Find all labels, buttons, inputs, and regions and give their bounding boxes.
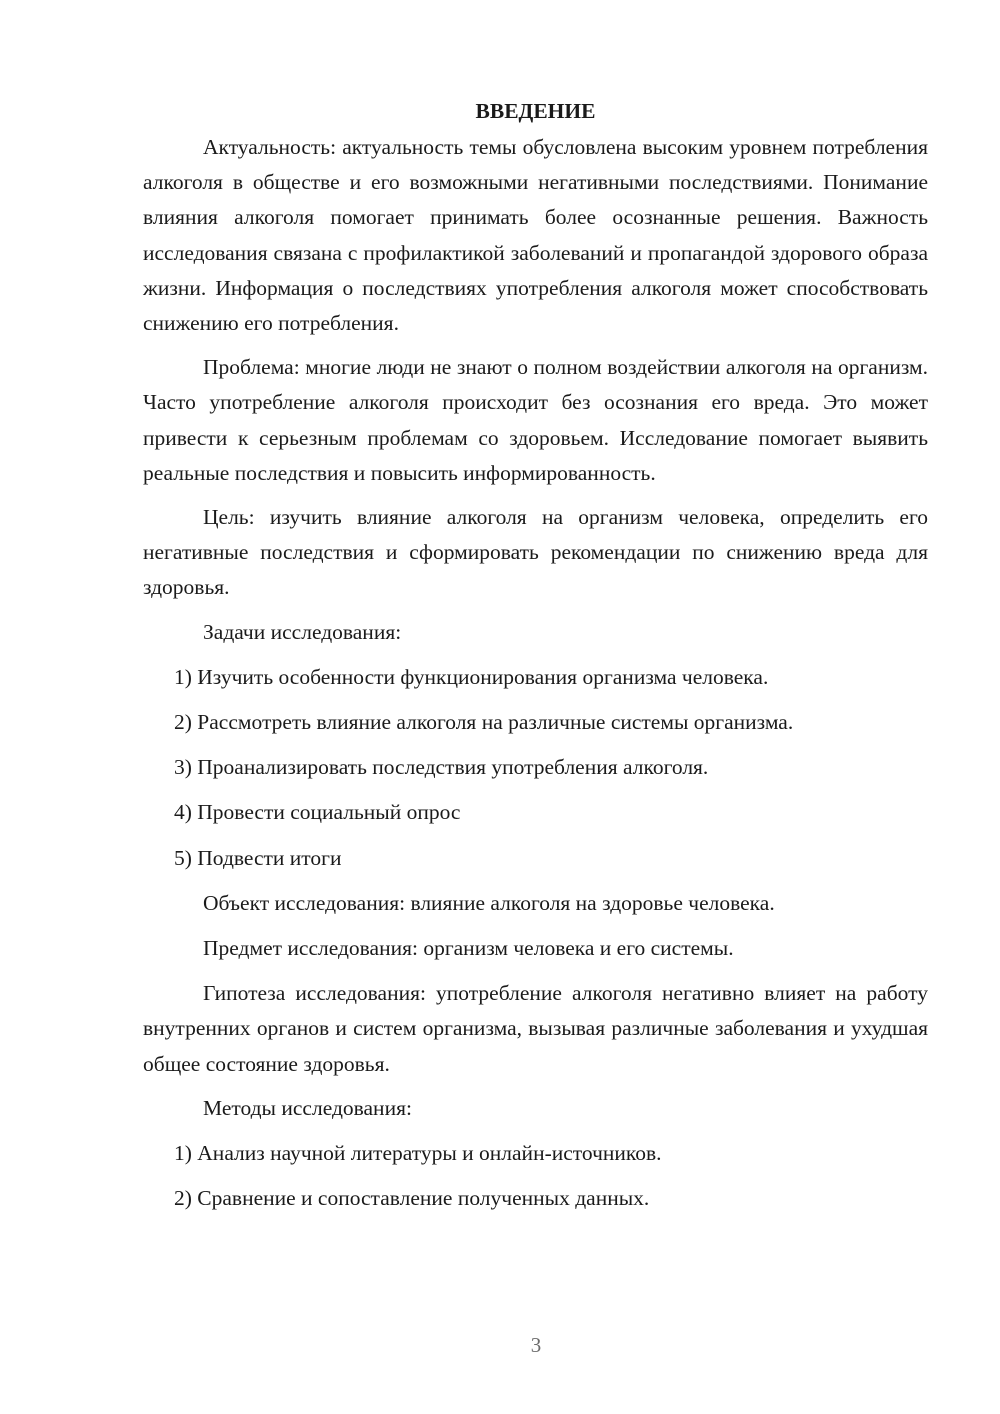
list-item: 1) Анализ научной литературы и онлайн-источников.	[174, 1141, 662, 1166]
list-item: 1) Изучить особенности функционирования организма человека.	[174, 664, 769, 689]
subject-line: Предмет исследования: организм человека и его системы.	[203, 936, 734, 961]
list-item: 2) Сравнение и сопоставление полученных данных.	[174, 1186, 650, 1211]
list-item: 2) Рассмотреть влияние алкоголя на различные системы организма.	[174, 710, 794, 735]
page-number: 3	[530, 1333, 542, 1357]
list-item: 5) Подвести итоги	[174, 845, 342, 870]
tasks-heading: Задачи исследования:	[203, 619, 402, 644]
tasks-list	[143, 660, 928, 876]
list-item: 3) Проанализировать последствия употребления алкоголя.	[174, 755, 709, 780]
object-line: Объект исследования: влияние алкоголя на здоровье человека.	[203, 890, 775, 915]
methods-list	[143, 1136, 928, 1216]
methods-heading: Методы исследования:	[203, 1095, 412, 1120]
section-title: ВВЕДЕНИЕ	[475, 99, 596, 123]
problem-paragraph: Проблема: многие люди не знают о полном воздействии алкоголя на организм. Часто употребление алкоголя происходит без осознания его вреда. Это может привести к серьезным проблемам со здоровьем. Исследование помогает выявить реальные последствия и повысить информированность.	[143, 355, 928, 485]
goal-paragraph: Цель: изучить влияние алкоголя на организм человека, определить его негативные последствия и сформировать рекомендации по снижению вреда для здоровья.	[143, 505, 928, 600]
hypothesis-paragraph: Гипотеза исследования: употребление алкоголя негативно влияет на работу внутренних органов и систем организма, вызывая различные заболевания и ухудшая общее состояние здоровья.	[143, 981, 928, 1076]
list-item: 4) Провести социальный опрос	[174, 800, 461, 825]
document-page	[143, 94, 928, 1226]
relevance-paragraph: Актуальность: актуальность темы обусловлена высоким уровнем потребления алкоголя в обществе и его возможными негативными последствиями. Понимание влияния алкоголя помогает принимать более осознанные решения. Важность исследования связана с профилактикой заболеваний и пропагандой здорового образа жизни. Информация о последствиях употребления алкоголя может способствовать снижению его потребления.	[143, 135, 928, 336]
